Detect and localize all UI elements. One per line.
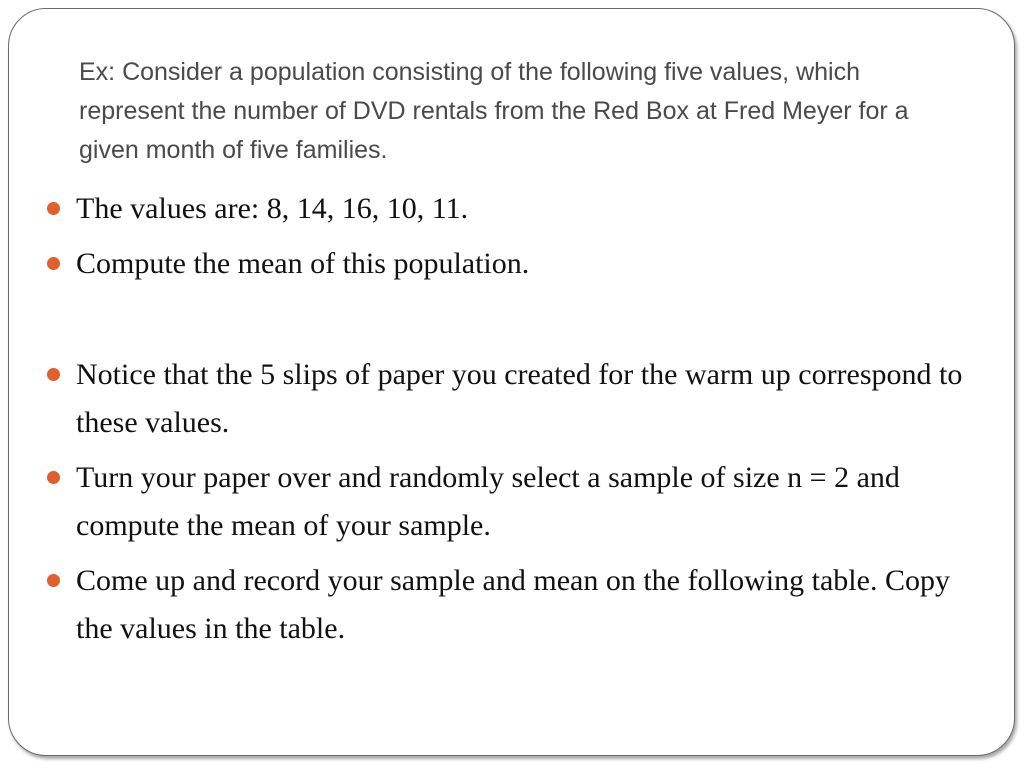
bullet-item — [45, 454, 965, 550]
slide-title: Ex: Consider a population consisting of the following five values, which represent the number of DVD rentals from the Red Box at Fred Meyer for a given month of five families. — [79, 58, 909, 164]
bullet-text: The values are: 8, 14, 16, 10, 11. — [76, 192, 469, 225]
slide-frame — [8, 8, 1015, 756]
bullet-item — [45, 351, 965, 447]
bullet-dot-icon — [47, 202, 60, 215]
bullet-dot-icon — [47, 368, 60, 381]
bullet-text: Compute the mean of this population. — [76, 247, 530, 280]
bullet-dot-icon — [47, 257, 60, 270]
bullet-text: Turn your paper over and randomly select a sample of size n = 2 and compute the mean of your sample. — [76, 461, 900, 542]
bullet-list — [45, 185, 965, 660]
bullet-item — [45, 185, 965, 233]
bullet-text: Come up and record your sample and mean on the following table. Copy the values in the table. — [76, 564, 950, 645]
bullet-text: Notice that the 5 slips of paper you created for the warm up correspond to these values. — [76, 358, 963, 439]
bullet-dot-icon — [47, 471, 60, 484]
bullet-dot-icon — [47, 574, 60, 587]
bullet-item — [45, 557, 965, 653]
bullet-item — [45, 240, 965, 288]
